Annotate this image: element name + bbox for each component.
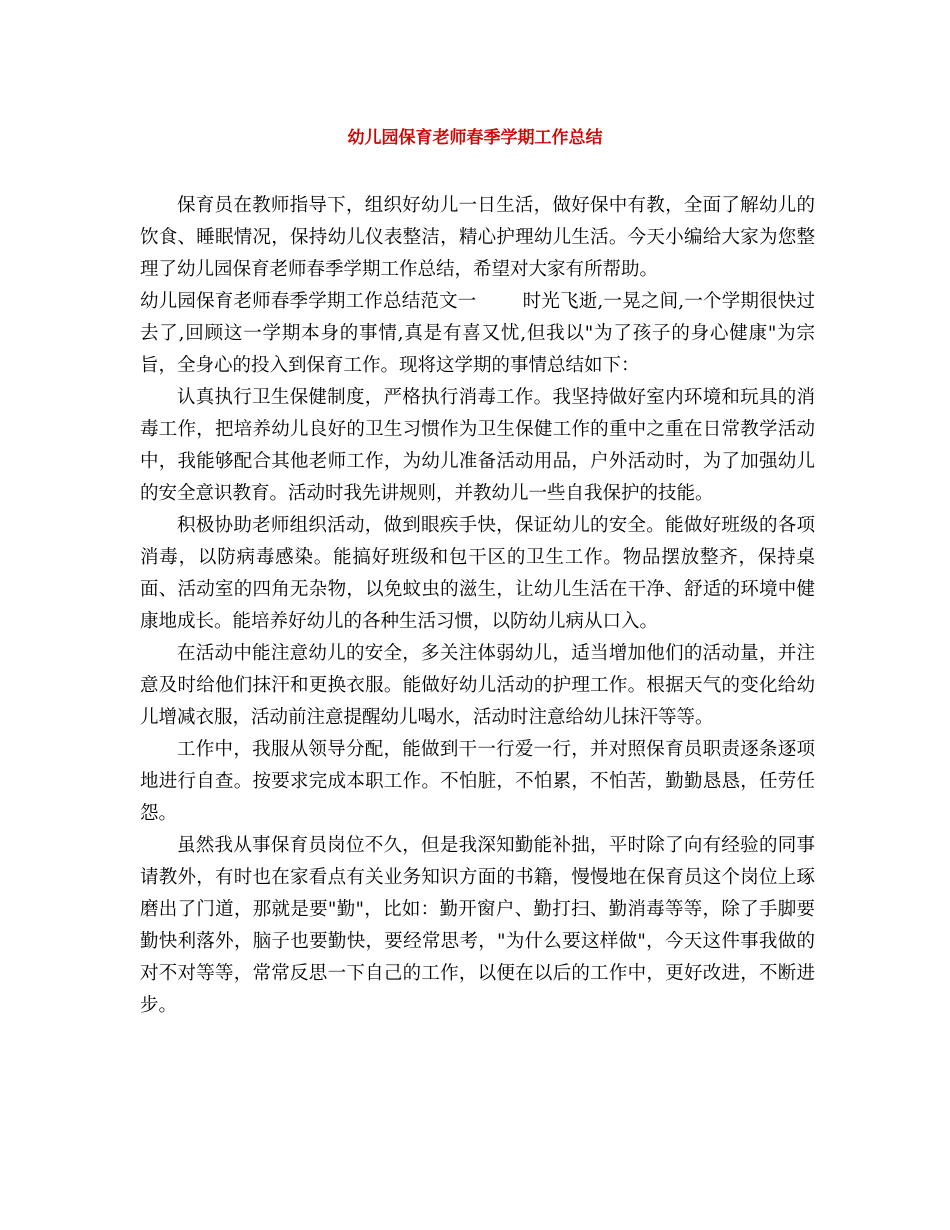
body-paragraph: 认真执行卫生保健制度，严格执行消毒工作。我坚持做好室内环境和玩具的消毒工作，把培养幼儿良好的卫生习惯作为卫生保健工作的重中之重在日常教学活动中，我能够配合其他老师工作，为幼儿准备活动用品，户外活动时，为了加强幼儿的安全意识教育。活动时我先讲规则，并教幼儿一些自我保护的技能。 xyxy=(140,387,815,504)
sample-opening: 时光飞逝,一晃之间,一个学期很快过去了,回顾这一学期本身的事情,真是有喜又忧,但我以"为了孩子的身心健康"为宗旨，全身心的投入到保育工作。现将这学期的事情总结如下： xyxy=(140,291,815,376)
body-paragraph: 虽然我从事保育员岗位不久，但是我深知勤能补拙，平时除了向有经验的同事请教外，有时也在家看点有关业务知识方面的书籍，慢慢地在保育员这个岗位上琢磨出了门道，那就是要"勤"，比如：勤开窗户、勤打扫、勤消毒等等，除了手脚要勤快利落外，脑子也要勤快，要经常思考，"为什么要这样做"，今天这件事我做的对不对等等，常常反思一下自己的工作，以便在以后的工作中，更好改进，不断进步。 xyxy=(140,835,815,1016)
document-body xyxy=(140,190,815,1022)
body-paragraph: 积极协助老师组织活动，做到眼疾手快，保证幼儿的安全。能做好班级的各项消毒，以防病毒感染。能搞好班级和包干区的卫生工作。物品摆放整齐，保持桌面、活动室的四角无杂物，以免蚊虫的滋生，让幼儿生活在干净、舒适的环境中健康地成长。能培养好幼儿的各种生活习惯，以防幼儿病从口入。 xyxy=(140,515,815,632)
sample-heading: 幼儿园保育老师春季学期工作总结范文一 xyxy=(140,291,477,312)
body-paragraph: 在活动中能注意幼儿的安全，多关注体弱幼儿，适当增加他们的活动量，并注意及时给他们抹汗和更换衣服。能做好幼儿活动的护理工作。根据天气的变化给幼儿增减衣服，活动前注意提醒幼儿喝水，活动时注意给幼儿抹汗等等。 xyxy=(140,643,815,728)
document-title: 幼儿园保育老师春季学期工作总结 xyxy=(347,128,603,148)
intro-paragraph: 保育员在教师指导下，组织好幼儿一日生活，做好保中有教，全面了解幼儿的饮食、睡眠情况，保持幼儿仪表整洁，精心护理幼儿生活。今天小编给大家为您整理了幼儿园保育老师春季学期工作总结，希望对大家有所帮助。 xyxy=(140,195,815,280)
sample-paragraph xyxy=(140,286,815,382)
body-paragraph: 工作中，我服从领导分配，能做到干一行爱一行，并对照保育员职责逐条逐项地进行自查。按要求完成本职工作。不怕脏，不怕累，不怕苦，勤勤恳恳，任劳任怨。 xyxy=(140,739,815,824)
